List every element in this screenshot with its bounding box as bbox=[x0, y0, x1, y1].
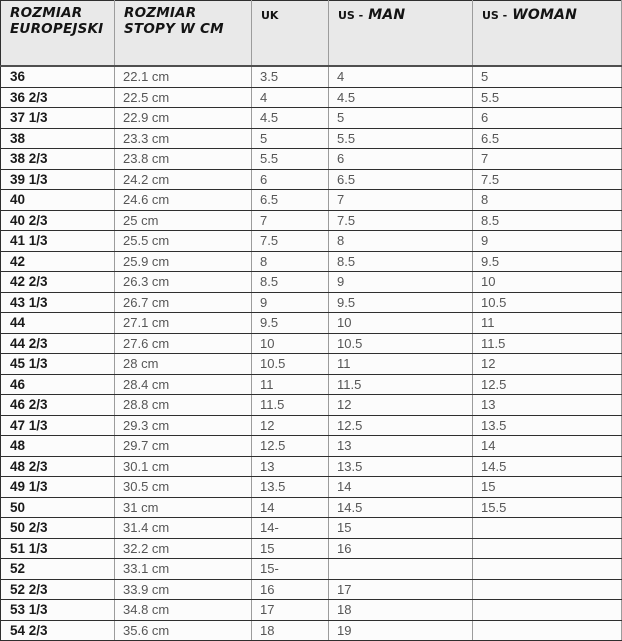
header-line: ROZMIAR bbox=[124, 5, 197, 21]
cell-uk: 11 bbox=[252, 374, 329, 395]
cell-cm: 27.6 cm bbox=[115, 333, 252, 354]
cell-us_woman: 11 bbox=[473, 313, 622, 334]
cell-us_man: 17 bbox=[329, 579, 473, 600]
cell-uk: 15 bbox=[252, 538, 329, 559]
cell-eu: 39 1/3 bbox=[1, 169, 115, 190]
table-row bbox=[1, 272, 622, 293]
cell-cm: 34.8 cm bbox=[115, 600, 252, 621]
table-row bbox=[1, 477, 622, 498]
cell-uk: 8.5 bbox=[252, 272, 329, 293]
table-row bbox=[1, 395, 622, 416]
cell-uk: 12 bbox=[252, 415, 329, 436]
cell-us_woman bbox=[473, 538, 622, 559]
cell-us_woman: 10 bbox=[473, 272, 622, 293]
table-row bbox=[1, 66, 622, 87]
cell-us_man: 8 bbox=[329, 231, 473, 252]
cell-uk: 10.5 bbox=[252, 354, 329, 375]
cell-us_man: 9 bbox=[329, 272, 473, 293]
cell-uk: 18 bbox=[252, 620, 329, 641]
cell-eu: 37 1/3 bbox=[1, 108, 115, 129]
cell-us_man: 4.5 bbox=[329, 87, 473, 108]
cell-us_woman: 12.5 bbox=[473, 374, 622, 395]
cell-us_man: 14.5 bbox=[329, 497, 473, 518]
cell-eu: 50 2/3 bbox=[1, 518, 115, 539]
cell-us_man: 16 bbox=[329, 538, 473, 559]
cell-us_woman: 9.5 bbox=[473, 251, 622, 272]
cell-cm: 28.8 cm bbox=[115, 395, 252, 416]
table-row bbox=[1, 149, 622, 170]
cell-eu: 53 1/3 bbox=[1, 600, 115, 621]
table-row bbox=[1, 333, 622, 354]
table-row bbox=[1, 415, 622, 436]
cell-uk: 13.5 bbox=[252, 477, 329, 498]
cell-uk: 9 bbox=[252, 292, 329, 313]
cell-cm: 33.1 cm bbox=[115, 559, 252, 580]
cell-us_man: 11.5 bbox=[329, 374, 473, 395]
cell-cm: 28 cm bbox=[115, 354, 252, 375]
cell-eu: 41 1/3 bbox=[1, 231, 115, 252]
header-line: ROZMIAR bbox=[10, 5, 83, 21]
cell-uk: 8 bbox=[252, 251, 329, 272]
cell-uk: 11.5 bbox=[252, 395, 329, 416]
table-row bbox=[1, 210, 622, 231]
cell-uk: 13 bbox=[252, 456, 329, 477]
cell-cm: 31 cm bbox=[115, 497, 252, 518]
cell-cm: 25 cm bbox=[115, 210, 252, 231]
table-row bbox=[1, 620, 622, 641]
cell-cm: 25.5 cm bbox=[115, 231, 252, 252]
cell-us_man: 9.5 bbox=[329, 292, 473, 313]
cell-uk: 14 bbox=[252, 497, 329, 518]
cell-cm: 35.6 cm bbox=[115, 620, 252, 641]
table-row bbox=[1, 313, 622, 334]
table-row bbox=[1, 538, 622, 559]
cell-us_woman: 14.5 bbox=[473, 456, 622, 477]
cell-us_man: 7 bbox=[329, 190, 473, 211]
table-row bbox=[1, 251, 622, 272]
cell-us_woman bbox=[473, 600, 622, 621]
cell-uk: 17 bbox=[252, 600, 329, 621]
table-row bbox=[1, 600, 622, 621]
table-row bbox=[1, 190, 622, 211]
cell-cm: 26.3 cm bbox=[115, 272, 252, 293]
cell-us_woman bbox=[473, 620, 622, 641]
cell-us_man: 7.5 bbox=[329, 210, 473, 231]
cell-us_woman: 5 bbox=[473, 66, 622, 87]
cell-us_woman bbox=[473, 579, 622, 600]
cell-eu: 44 2/3 bbox=[1, 333, 115, 354]
cell-cm: 29.7 cm bbox=[115, 436, 252, 457]
cell-cm: 22.5 cm bbox=[115, 87, 252, 108]
cell-eu: 47 1/3 bbox=[1, 415, 115, 436]
cell-us_woman: 13 bbox=[473, 395, 622, 416]
cell-us_woman: 6.5 bbox=[473, 128, 622, 149]
cell-us_man: 19 bbox=[329, 620, 473, 641]
cell-uk: 15- bbox=[252, 559, 329, 580]
header-eu bbox=[1, 1, 115, 67]
table-row bbox=[1, 87, 622, 108]
cell-us_man: 11 bbox=[329, 354, 473, 375]
header-line: EUROPEJSKI bbox=[10, 20, 104, 37]
table-row bbox=[1, 456, 622, 477]
cell-cm: 31.4 cm bbox=[115, 518, 252, 539]
cell-us_man bbox=[329, 559, 473, 580]
cell-us_man: 15 bbox=[329, 518, 473, 539]
header-prefix: US - bbox=[338, 9, 364, 22]
cell-us_woman: 12 bbox=[473, 354, 622, 375]
cell-cm: 23.8 cm bbox=[115, 149, 252, 170]
cell-us_woman: 15.5 bbox=[473, 497, 622, 518]
cell-us_man: 6.5 bbox=[329, 169, 473, 190]
cell-eu: 48 2/3 bbox=[1, 456, 115, 477]
cell-uk: 4 bbox=[252, 87, 329, 108]
cell-eu: 43 1/3 bbox=[1, 292, 115, 313]
table-row bbox=[1, 436, 622, 457]
cell-cm: 22.9 cm bbox=[115, 108, 252, 129]
cell-cm: 30.1 cm bbox=[115, 456, 252, 477]
cell-eu: 51 1/3 bbox=[1, 538, 115, 559]
cell-eu: 44 bbox=[1, 313, 115, 334]
table-row bbox=[1, 497, 622, 518]
header-us_woman bbox=[473, 1, 622, 67]
table-header bbox=[1, 1, 622, 67]
table-row bbox=[1, 518, 622, 539]
cell-us_woman bbox=[473, 518, 622, 539]
cell-eu: 40 2/3 bbox=[1, 210, 115, 231]
cell-eu: 38 bbox=[1, 128, 115, 149]
table-row bbox=[1, 231, 622, 252]
cell-us_man: 10 bbox=[329, 313, 473, 334]
cell-us_woman: 7 bbox=[473, 149, 622, 170]
cell-uk: 9.5 bbox=[252, 313, 329, 334]
cell-us_woman: 8.5 bbox=[473, 210, 622, 231]
cell-us_woman: 13.5 bbox=[473, 415, 622, 436]
cell-eu: 42 2/3 bbox=[1, 272, 115, 293]
cell-uk: 12.5 bbox=[252, 436, 329, 457]
cell-eu: 36 2/3 bbox=[1, 87, 115, 108]
cell-us_man: 12 bbox=[329, 395, 473, 416]
cell-cm: 25.9 cm bbox=[115, 251, 252, 272]
cell-cm: 28.4 cm bbox=[115, 374, 252, 395]
cell-us_man: 12.5 bbox=[329, 415, 473, 436]
cell-us_woman: 7.5 bbox=[473, 169, 622, 190]
cell-us_man: 18 bbox=[329, 600, 473, 621]
table-row bbox=[1, 354, 622, 375]
header-name: MAN bbox=[368, 7, 406, 23]
cell-us_man: 5 bbox=[329, 108, 473, 129]
cell-cm: 33.9 cm bbox=[115, 579, 252, 600]
header-uk bbox=[252, 1, 329, 67]
table-body bbox=[1, 66, 622, 641]
cell-us_man: 13.5 bbox=[329, 456, 473, 477]
table-row bbox=[1, 128, 622, 149]
table-row bbox=[1, 292, 622, 313]
cell-uk: 5 bbox=[252, 128, 329, 149]
cell-uk: 3.5 bbox=[252, 66, 329, 87]
cell-eu: 48 bbox=[1, 436, 115, 457]
table-row bbox=[1, 108, 622, 129]
cell-eu: 49 1/3 bbox=[1, 477, 115, 498]
cell-us_woman: 6 bbox=[473, 108, 622, 129]
cell-eu: 38 2/3 bbox=[1, 149, 115, 170]
cell-eu: 45 1/3 bbox=[1, 354, 115, 375]
cell-us_man: 4 bbox=[329, 66, 473, 87]
cell-cm: 29.3 cm bbox=[115, 415, 252, 436]
cell-eu: 50 bbox=[1, 497, 115, 518]
cell-us_man: 8.5 bbox=[329, 251, 473, 272]
cell-uk: 10 bbox=[252, 333, 329, 354]
cell-us_man: 5.5 bbox=[329, 128, 473, 149]
header-prefix: US - bbox=[482, 9, 508, 22]
cell-eu: 40 bbox=[1, 190, 115, 211]
cell-cm: 27.1 cm bbox=[115, 313, 252, 334]
cell-uk: 7 bbox=[252, 210, 329, 231]
cell-eu: 52 bbox=[1, 559, 115, 580]
cell-us_man: 14 bbox=[329, 477, 473, 498]
cell-cm: 23.3 cm bbox=[115, 128, 252, 149]
cell-cm: 22.1 cm bbox=[115, 66, 252, 87]
cell-us_man: 13 bbox=[329, 436, 473, 457]
cell-eu: 46 2/3 bbox=[1, 395, 115, 416]
table-row bbox=[1, 374, 622, 395]
table-row bbox=[1, 169, 622, 190]
header-line: STOPY W CM bbox=[124, 20, 224, 37]
table-row bbox=[1, 579, 622, 600]
cell-us_woman: 5.5 bbox=[473, 87, 622, 108]
cell-uk: 4.5 bbox=[252, 108, 329, 129]
header-name: WOMAN bbox=[512, 7, 578, 23]
cell-us_woman: 10.5 bbox=[473, 292, 622, 313]
cell-uk: 6 bbox=[252, 169, 329, 190]
cell-eu: 36 bbox=[1, 66, 115, 87]
cell-eu: 52 2/3 bbox=[1, 579, 115, 600]
cell-us_woman: 11.5 bbox=[473, 333, 622, 354]
cell-eu: 42 bbox=[1, 251, 115, 272]
cell-cm: 30.5 cm bbox=[115, 477, 252, 498]
cell-cm: 32.2 cm bbox=[115, 538, 252, 559]
cell-us_woman: 15 bbox=[473, 477, 622, 498]
header-us_man bbox=[329, 1, 473, 67]
header-cm bbox=[115, 1, 252, 67]
cell-us_woman bbox=[473, 559, 622, 580]
cell-cm: 24.2 cm bbox=[115, 169, 252, 190]
cell-us_woman: 14 bbox=[473, 436, 622, 457]
header-row bbox=[1, 1, 622, 67]
cell-eu: 54 2/3 bbox=[1, 620, 115, 641]
cell-uk: 14- bbox=[252, 518, 329, 539]
header-label: UK bbox=[261, 9, 279, 22]
cell-uk: 7.5 bbox=[252, 231, 329, 252]
cell-uk: 6.5 bbox=[252, 190, 329, 211]
cell-us_woman: 9 bbox=[473, 231, 622, 252]
cell-uk: 16 bbox=[252, 579, 329, 600]
cell-uk: 5.5 bbox=[252, 149, 329, 170]
table-row bbox=[1, 559, 622, 580]
cell-cm: 26.7 cm bbox=[115, 292, 252, 313]
cell-cm: 24.6 cm bbox=[115, 190, 252, 211]
cell-us_man: 6 bbox=[329, 149, 473, 170]
cell-us_man: 10.5 bbox=[329, 333, 473, 354]
cell-us_woman: 8 bbox=[473, 190, 622, 211]
cell-eu: 46 bbox=[1, 374, 115, 395]
